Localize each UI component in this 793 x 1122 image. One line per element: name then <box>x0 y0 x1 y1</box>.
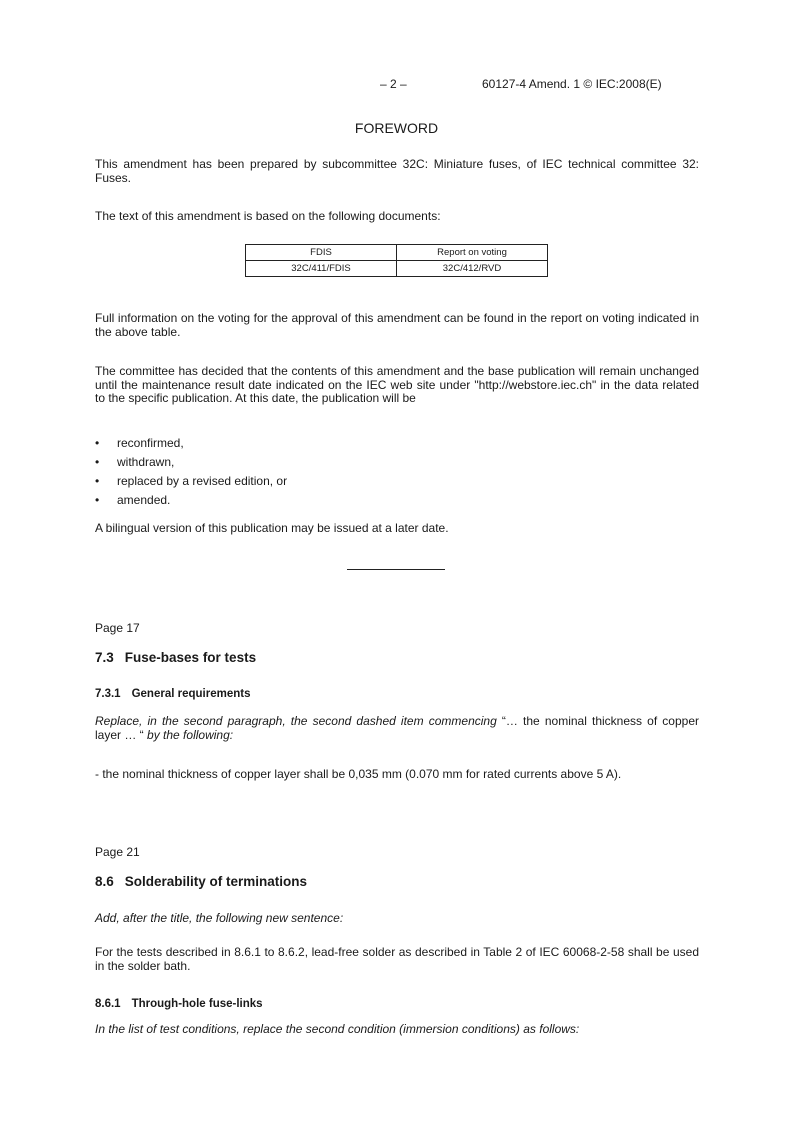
list-item-text: amended. <box>117 493 171 507</box>
page-reference-21: Page 21 <box>95 845 140 859</box>
list-item-text: reconfirmed, <box>117 436 184 450</box>
list-item-text: withdrawn, <box>117 455 175 469</box>
table-cell: 32C/412/RVD <box>397 261 548 277</box>
list-item <box>95 437 495 456</box>
table-row <box>246 261 548 277</box>
document-reference: 60127-4 Amend. 1 © IEC:2008(E) <box>482 77 662 91</box>
page-number: – 2 – <box>380 77 407 91</box>
amendment-instruction-7-3-1: Replace, in the second paragraph, the second dashed item commencing “… the nominal thickness of copper layer … “ by the following: <box>95 714 699 742</box>
foreword-paragraph-3: Full information on the voting for the approval of this amendment can be found in the report on voting indicated in the above table. <box>95 311 699 339</box>
amendment-instruction-8-6-1: In the list of test conditions, replace the second condition (immersion conditions) as follows: <box>95 1022 580 1036</box>
section-number: 8.6 <box>95 874 114 889</box>
subsection-title: Through-hole fuse-links <box>131 998 263 1010</box>
amendment-text-8-6: For the tests described in 8.6.1 to 8.6.2, lead-free solder as described in Table 2 of IEC 60068-2-58 shall be used in the solder bath. <box>95 945 699 973</box>
publication-status-list <box>95 437 495 513</box>
foreword-paragraph-4: The committee has decided that the contents of this amendment and the base publication will remain unchanged until the maintenance result date indicated on the IEC web site under "http://webstore.iec.ch" in the data related to the specific publication. At this date, the publication will be <box>95 364 699 405</box>
subsection-heading-8-6-1 <box>95 998 263 1012</box>
bullet-icon: • <box>95 455 100 469</box>
bullet-icon: • <box>95 474 100 488</box>
list-item <box>95 456 495 475</box>
section-number: 7.3 <box>95 650 114 665</box>
subsection-title: General requirements <box>131 688 251 700</box>
amendment-text-7-3-1: - the nominal thickness of copper layer shall be 0,035 mm (0.070 mm for rated currents above 5 A). <box>95 767 622 781</box>
section-title: Fuse-bases for tests <box>124 650 257 665</box>
section-heading-7-3 <box>95 651 256 665</box>
table-header-cell: FDIS <box>246 245 397 261</box>
bullet-icon: • <box>95 436 100 450</box>
section-divider <box>347 569 445 570</box>
table-cell: 32C/411/FDIS <box>246 261 397 277</box>
amendment-instruction-8-6: Add, after the title, the following new sentence: <box>95 911 344 925</box>
table-header-row <box>246 245 548 261</box>
subsection-number: 8.6.1 <box>95 998 121 1010</box>
documents-table <box>245 244 548 277</box>
subsection-heading-7-3-1 <box>95 688 250 702</box>
subsection-number: 7.3.1 <box>95 688 121 700</box>
bullet-icon: • <box>95 493 100 507</box>
list-item <box>95 475 495 494</box>
list-item-text: replaced by a revised edition, or <box>117 474 288 488</box>
foreword-title: FOREWORD <box>354 120 439 136</box>
section-title: Solderability of terminations <box>124 874 308 889</box>
page-reference-17: Page 17 <box>95 621 140 635</box>
foreword-paragraph-1: This amendment has been prepared by subcommittee 32C: Miniature fuses, of IEC technical committee 32: Fuses. <box>95 157 699 185</box>
foreword-paragraph-2: The text of this amendment is based on the following documents: <box>95 209 441 223</box>
list-item <box>95 494 495 513</box>
table-header-cell: Report on voting <box>397 245 548 261</box>
foreword-paragraph-5: A bilingual version of this publication may be issued at a later date. <box>95 521 449 535</box>
section-heading-8-6 <box>95 875 307 889</box>
